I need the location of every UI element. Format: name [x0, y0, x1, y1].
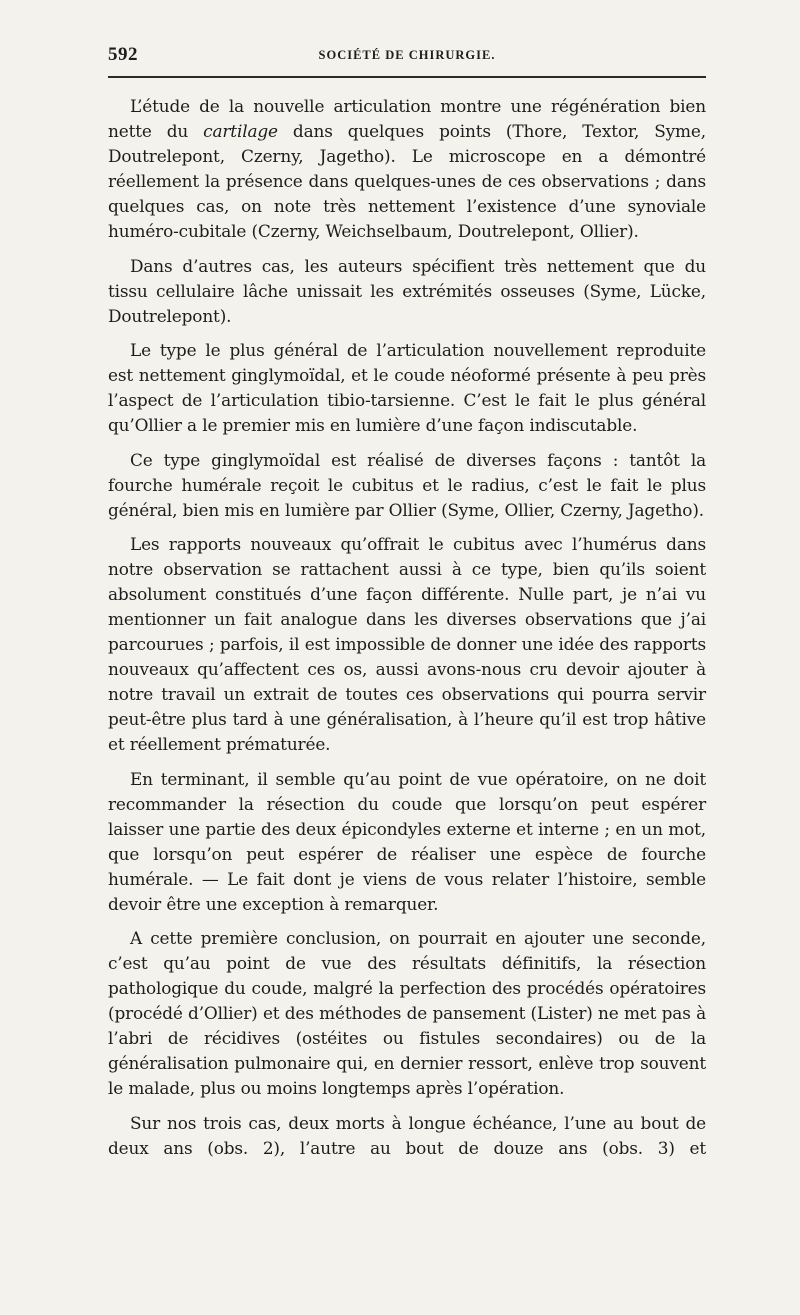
paragraph-5: Les rapports nouveaux qu’offrait le cubitus avec l’humérus dans notre observation se rattachent aussi à ce type, bien qu’ils soient absolument constitués d’une façon différente. Nulle part, je n’ai vu mentionner un fait analogue dans les diverses observations que j’ai parcourues ; parfois, il est impossible de donner une idée des rapports nouveaux qu’affectent ces os, aussi avons-nous cru devoir ajouter à notre travail un extrait de toutes ces observations qui pourra servir peut-être plus tard à une généralisation, à l’heure qu’il est trop hâtive et réellement prématurée. [108, 534, 706, 754]
page-header [108, 44, 706, 74]
paragraph-3: Le type le plus général de l’articulation nouvellement reproduite est nettement ginglymoïdal, et le coude néoformé présente à peu près l’aspect de l’articulation tibio-tarsienne. C’est le fait le plus général qu’Ollier a le premier mis en lumière d’une façon indiscutable. [108, 340, 706, 435]
paragraph-7: A cette première conclusion, on pourrait en ajouter une seconde, c’est qu’au point de vue des résultats définitifs, la résection pathologique du coude, malgré la perfection des procédés opératoires (procédé d’Ollier) et des méthodes de pansement (Lister) ne met pas à l’abri de récidives (ostéites ou fistules secondaires) ou de la généralisation pulmonaire qui, en dernier ressort, enlève trop souvent le malade, plus ou moins longtemps après l’opération. [108, 928, 706, 1098]
paragraph-2: Dans d’autres cas, les auteurs spécifient très nettement que du tissu cellulaire lâche unissait les extrémités osseuses (Syme, Lücke, Doutrelepont). [108, 255, 706, 326]
paragraph-4: Ce type ginglymoïdal est réalisé de diverses façons : tantôt la fourche humérale reçoit le cubitus et le radius, c’est le fait le plus général, bien mis en lumière par Ollier (Syme, Ollier, Czerny, Jagetho). [108, 449, 706, 520]
paragraph-6: En terminant, il semble qu’au point de vue opératoire, on ne doit recommander la résection du coude que lorsqu’on peut espérer laisser une partie des deux épicondyles externe et interne ; en un mot, que lorsqu’on peut espérer de réaliser une espèce de fourche humérale. — Le fait dont je viens de vous relater l’histoire, semble devoir être une exception à remarquer. [108, 768, 706, 914]
paragraph-1 [108, 94, 706, 244]
body-text [108, 94, 706, 1170]
paragraph-1-end: dans quelques points (Thore, Textor, Syme, Doutrelepont, Czerny, Jagetho). Le microscope en a démontré réellement la présence dans quelques-unes de ces observations ; dans quelques cas, on note très nettement l’existence d’une synoviale huméro-cubitale (Czerny, Weichselbaum, Doutrelepont, Ollier). [108, 121, 706, 241]
paragraph-1-start: L’étude de la nouvelle articulation montre une régénération bien nette du [108, 96, 706, 141]
page-number: 592 [108, 44, 138, 65]
running-head: SOCIÉTÉ DE CHIRURGIE. [318, 48, 496, 62]
header-rule [108, 76, 706, 78]
paragraph-8: Sur nos trois cas, deux morts à longue échéance, l’une au bout de deux ans (obs. 2), l’autre au bout de douze ans (obs. 3) et [108, 1112, 706, 1158]
italic-term-cartilage: cartilage [203, 121, 278, 141]
